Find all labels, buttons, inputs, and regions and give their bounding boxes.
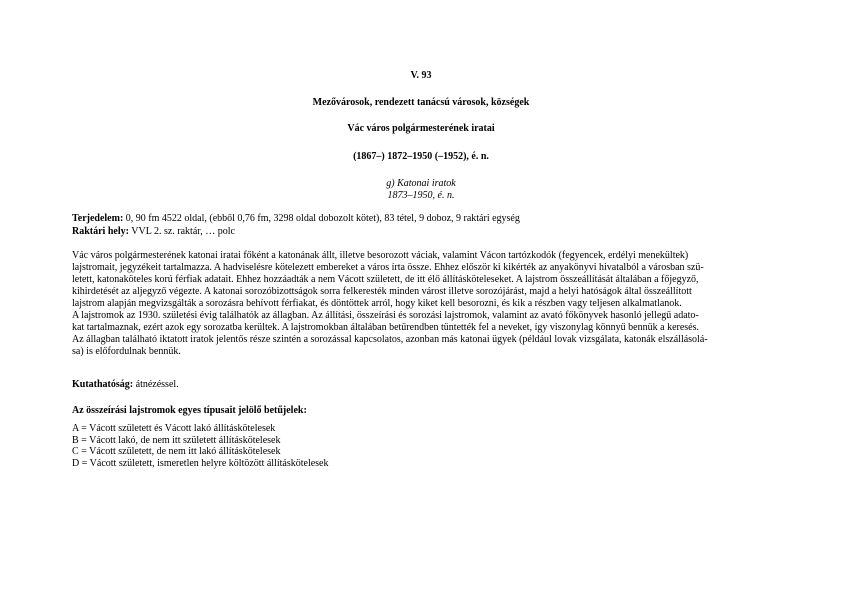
description-paragraph <box>72 250 772 358</box>
research-label: Kutathatóság: <box>72 379 134 390</box>
body-line: A lajstromok az 1930. születési évig találhatók az állagban. Az állítási, összeírási és sorozási lajstromok, valamint az avató főkönyvek hasonló jellegű adato- <box>72 310 699 321</box>
body-line: lajstrom alapján megvizsgálták a sorozásra behívott férfiakat, és döntöttek arról, hogy kiket kell besorozni, és kik a részben vagy teljesen alkalmatlanok. <box>72 298 682 309</box>
body-line: kihirdetését az aljegyző végezte. A katonai sorozóbizottságok sorra felkeresték minden várost illetve sorozójárást, majd a helyi hatóságok által összeállított <box>72 286 692 297</box>
legend-title: Az összeírási lajstromok egyes típusait jelölő betűjelek: <box>72 405 307 416</box>
body-line: Vác város polgármesterének katonai iratai főként a katonának állt, illetve besorozott váciak, valamint Vácon tartózkodók (fegyencek, erdélyi menekültek) <box>72 250 689 261</box>
research-value: átnézéssel. <box>133 379 179 390</box>
legend-item: C = Vácott született, de nem itt lakó állításkötelesek <box>72 446 281 457</box>
research-line <box>72 379 179 391</box>
fond-dates: (1867–) 1872–1950 (–1952), é. n. <box>353 151 489 162</box>
location-label: Raktári hely: <box>72 226 129 237</box>
body-line: lajstromait, jegyzékeit tartalmazza. A hadviselésre kötelezett embereket a város írta össze. Ehhez először ki kikérték az anyakönyvi hivatalból a városban szü- <box>72 262 704 273</box>
legend-item: D = Vácott született, ismeretlen helyre költözött állításkötelesek <box>72 457 329 469</box>
location-line <box>72 226 772 238</box>
legend-item: B = Vácott lakó, de nem itt született állításkötelesek <box>72 434 281 446</box>
location-value: VVL 2. sz. raktár, … polc <box>128 226 235 237</box>
fond-title: Vác város polgármesterének iratai <box>347 123 495 134</box>
extent-line <box>72 213 772 225</box>
legend-item: A = Vácott született és Vácott lakó állításkötelesek <box>72 423 276 434</box>
subfond-title: g) Katonai iratok <box>386 178 456 189</box>
extent-label: Terjedelem: <box>72 213 124 224</box>
extent-value: 0, 90 fm 4522 oldal, (ebből 0,76 fm, 3298 oldal dobozolt kötet), 83 tétel, 9 doboz, 9 raktári egység <box>123 213 520 224</box>
body-line: Az állagban található iktatott iratok jelentős része szintén a sorozással kapcsolatos, azonban más katonai ügyek (például lovak vizsgálata, katonák elszállásolá- <box>72 334 708 345</box>
legend-list <box>72 423 329 469</box>
body-line: sa) is előfordulnak bennük. <box>72 346 181 357</box>
category-title: Mezővárosok, rendezett tanácsú városok, községek <box>312 97 530 108</box>
body-line: kat tartalmaznak, ezért azok egy sorozatba kerültek. A lajstromokban általában betűrendben tüntették fel a neveket, így viszonylag könnyű bennük a keresés. <box>72 322 699 333</box>
body-line: letett, katonaköteles korú férfiak adatait. Ehhez hozzáadták a nem Vácott született, de itt élő állításköteleseket. A lajstrom összeállítását általában a főjegyző, <box>72 274 699 285</box>
subfond-dates: 1873–1950, é. n. <box>387 190 455 201</box>
section-number: V. 93 <box>410 70 432 81</box>
